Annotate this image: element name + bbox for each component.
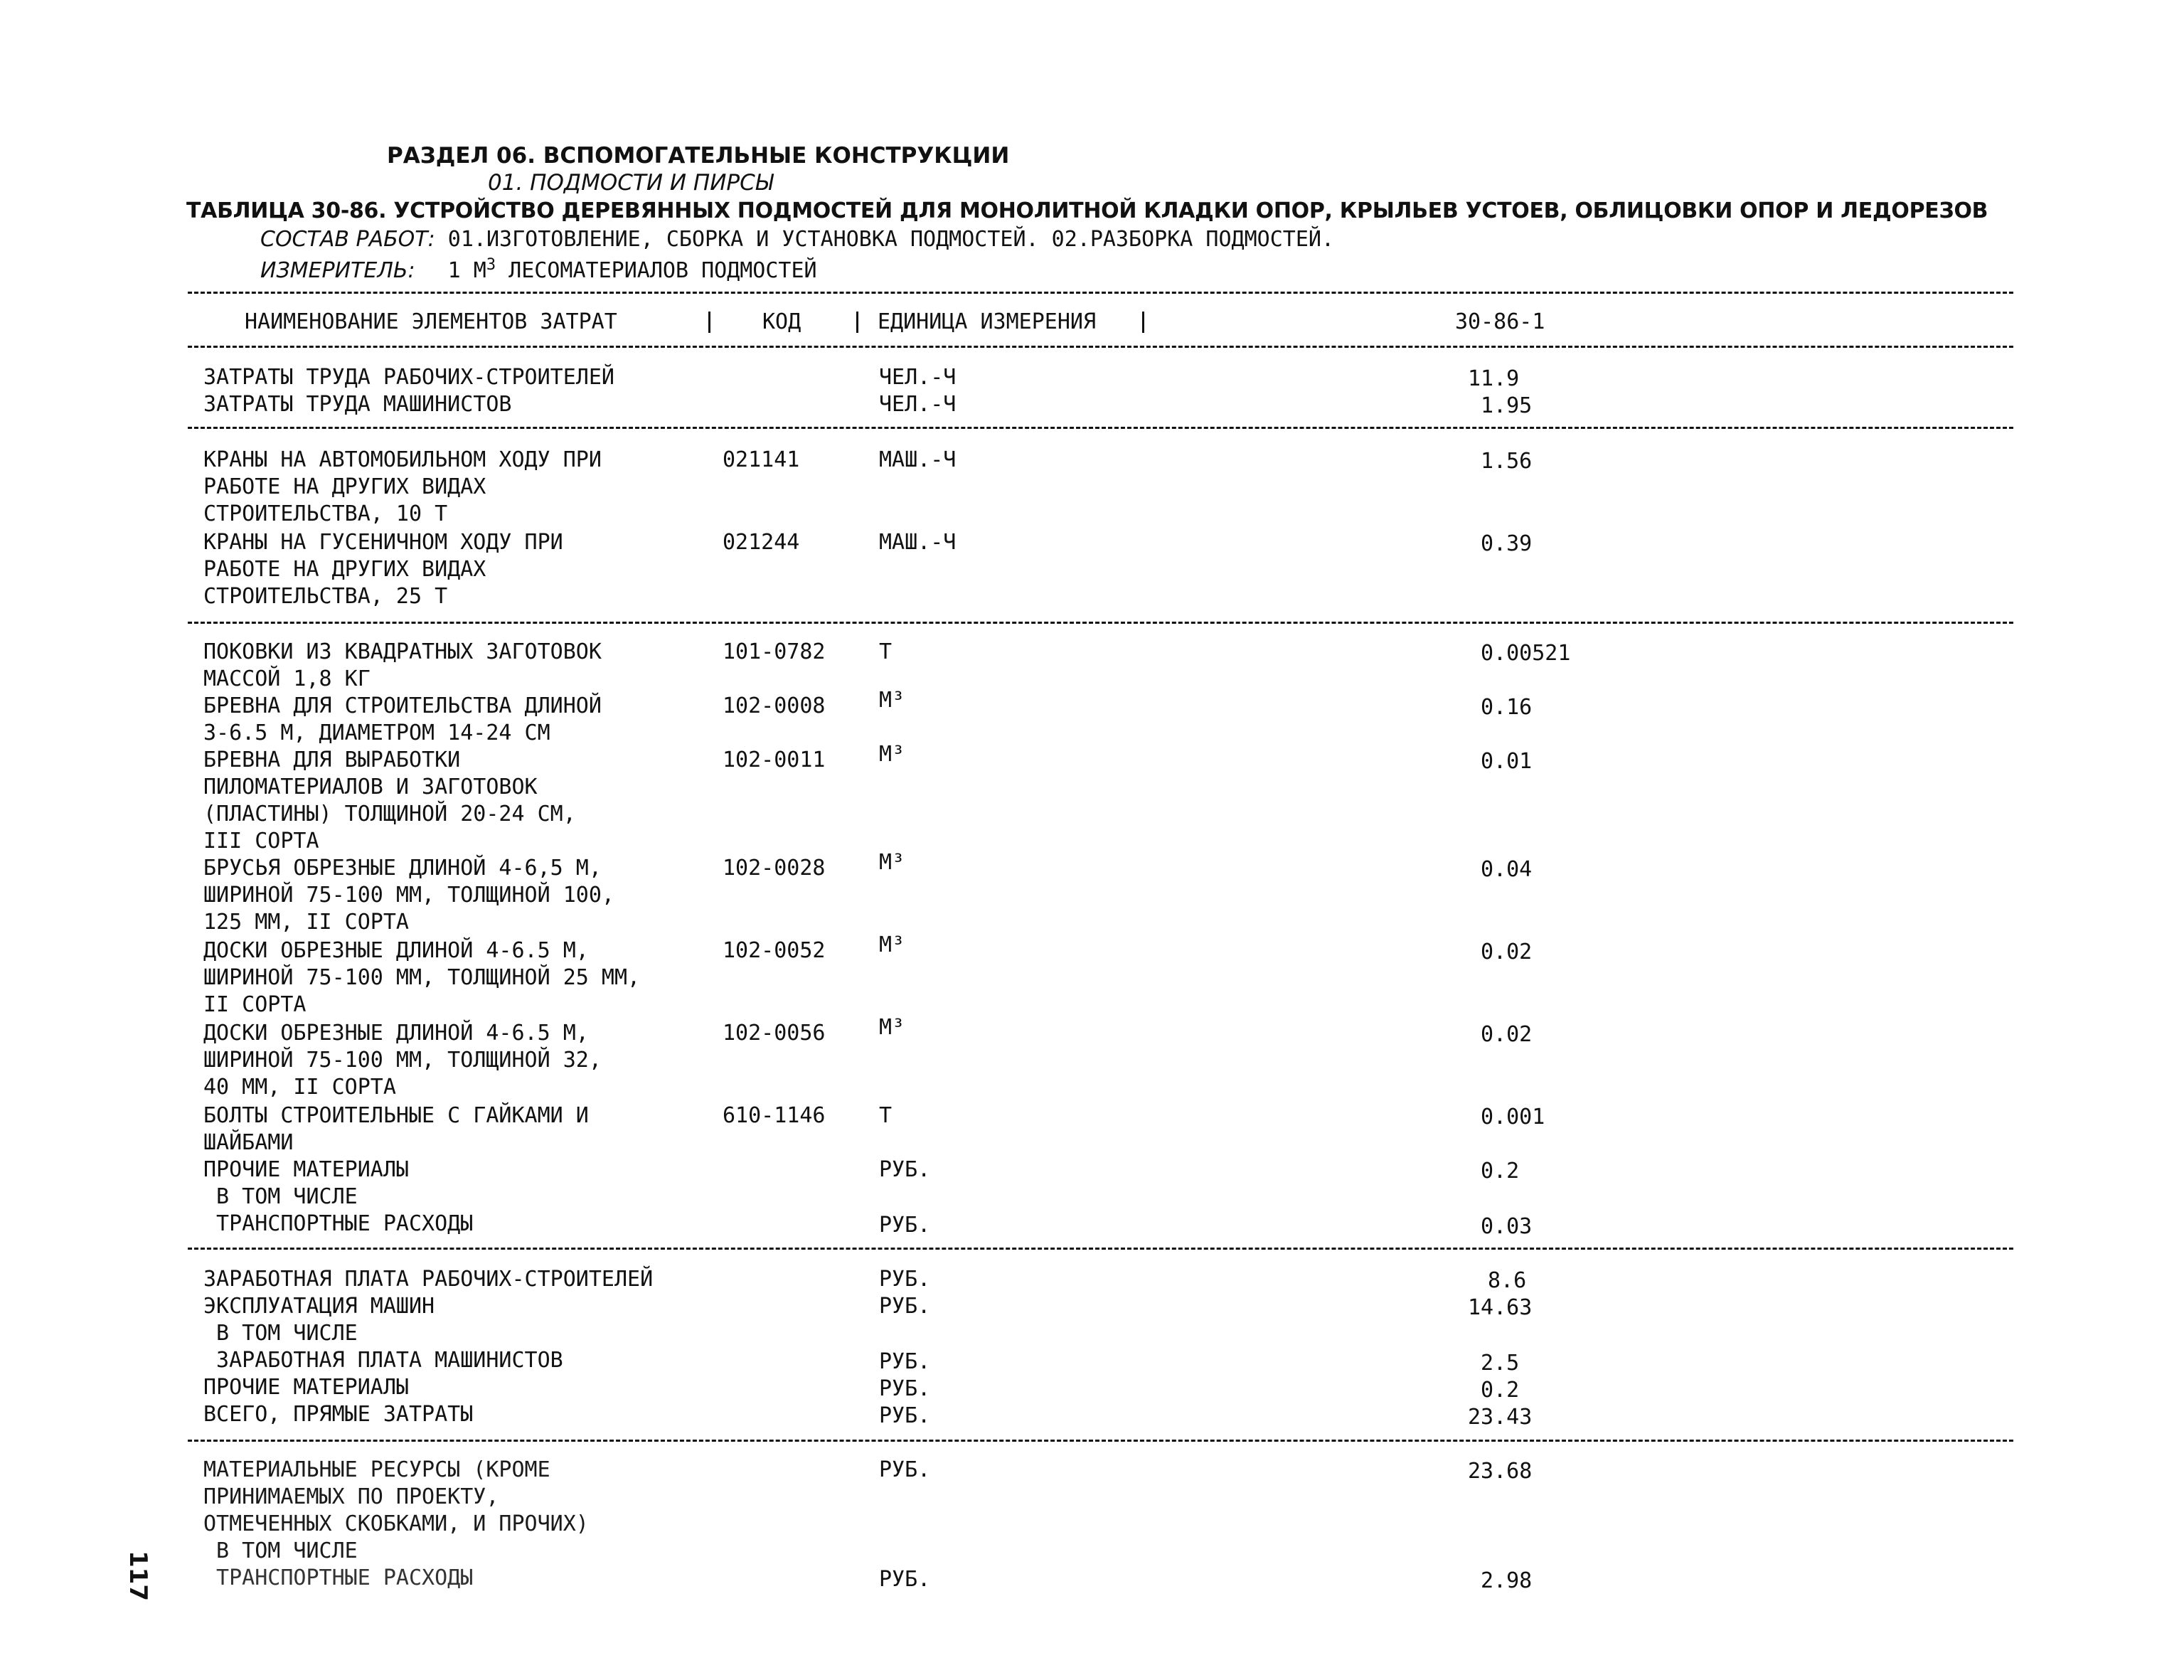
row-code: 021244 [723, 530, 800, 555]
row-name: ЭКСПЛУАТАЦИЯ МАШИН [203, 1294, 435, 1319]
row-unit: РУБ. [879, 1294, 931, 1319]
row-name: ПРОЧИЕ МАТЕРИАЛЫ [203, 1157, 409, 1182]
row-name: ЗАТРАТЫ ТРУДА РАБОЧИХ-СТРОИТЕЛЕЙ [203, 365, 614, 390]
row-code: 021141 [723, 447, 800, 472]
row-name: КРАНЫ НА АВТОМОБИЛЬНОМ ХОДУ ПРИ РАБОТЕ НА ДРУГИХ ВИДАХ СТРОИТЕЛЬСТВА, 10 Т [203, 447, 602, 526]
measurement-label: ИЗМЕРИТЕЛЬ: [260, 258, 415, 283]
column-header-value: 30-86-1 [1455, 309, 1545, 334]
divider-line [188, 1248, 2013, 1250]
measurement-unit [260, 252, 817, 285]
row-code: 610-1146 [723, 1103, 826, 1128]
row-code: 102-0056 [723, 1021, 826, 1046]
divider-line [188, 346, 2013, 348]
row-name: ДОСКИ ОБРЕЗНЫЕ ДЛИНОЙ 4-6.5 М, ШИРИНОЙ 75-100 ММ, ТОЛЩИНОЙ 32, 40 ММ, II СОРТА [203, 1021, 602, 1100]
column-header-code: КОД [762, 309, 801, 334]
row-unit: РУБ. [879, 1403, 931, 1428]
row-name: БРЕВНА ДЛЯ ВЫРАБОТКИ ПИЛОМАТЕРИАЛОВ И ЗАГОТОВОК (ПЛАСТИНЫ) ТОЛЩИНОЙ 20-24 СМ, III СОРТА [203, 748, 576, 854]
row-code: 101-0782 [723, 639, 826, 664]
row-unit: РУБ. [879, 1213, 931, 1238]
row-unit: РУБ. [879, 1376, 931, 1401]
row-unit: ЧЕЛ.-Ч [879, 392, 957, 417]
row-name: В ТОМ ЧИСЛЕ [203, 1184, 358, 1209]
row-code: 102-0011 [723, 748, 826, 772]
row-unit: РУБ. [879, 1267, 931, 1292]
row-name: ЗАРАБОТНАЯ ПЛАТА РАБОЧИХ-СТРОИТЕЛЕЙ [203, 1267, 654, 1292]
row-unit: М³ [879, 1015, 905, 1040]
row-unit: Т [879, 639, 893, 664]
row-unit: РУБ. [879, 1567, 931, 1592]
row-value: 1.56 [1481, 449, 1533, 474]
measurement-pre: 1 М [447, 258, 486, 283]
row-unit: ЧЕЛ.-Ч [879, 365, 957, 390]
row-name: ЗАРАБОТНАЯ ПЛАТА МАШИНИСТОВ [203, 1348, 563, 1373]
row-name: ПРОЧИЕ МАТЕРИАЛЫ [203, 1375, 409, 1400]
column-separator [1142, 312, 1144, 333]
row-name: КРАНЫ НА ГУСЕНИЧНОМ ХОДУ ПРИ РАБОТЕ НА ДРУГИХ ВИДАХ СТРОИТЕЛЬСТВА, 25 Т [203, 530, 563, 609]
row-value: 14.63 [1468, 1295, 1533, 1320]
row-unit: РУБ. [879, 1349, 931, 1374]
row-unit: Т [879, 1103, 893, 1128]
row-unit: М³ [879, 742, 905, 767]
row-value: 0.001 [1481, 1105, 1545, 1129]
row-value: 23.43 [1468, 1405, 1533, 1430]
row-value: 1.95 [1481, 393, 1533, 418]
row-value: 0.01 [1481, 749, 1533, 774]
measurement-post: ЛЕСОМАТЕРИАЛОВ ПОДМОСТЕЙ [496, 258, 817, 283]
row-unit: РУБ. [879, 1457, 931, 1482]
row-value: 0.03 [1481, 1214, 1533, 1239]
work-composition [260, 226, 1334, 253]
measurement-value [448, 258, 817, 283]
subsection-title: 01. ПОДМОСТИ И ПИРСЫ [488, 170, 774, 196]
row-name: БОЛТЫ СТРОИТЕЛЬНЫЕ С ГАЙКАМИ И ШАЙБАМИ [203, 1103, 589, 1155]
row-unit: РУБ. [879, 1157, 931, 1182]
row-name: ВСЕГО, ПРЯМЫЕ ЗАТРАТЫ [203, 1402, 474, 1427]
section-title: РАЗДЕЛ 06. ВСПОМОГАТЕЛЬНЫЕ КОНСТРУКЦИИ [387, 143, 1010, 169]
table-title: ТАБЛИЦА 30-86. УСТРОЙСТВО ДЕРЕВЯННЫХ ПОДМОСТЕЙ ДЛЯ МОНОЛИТНОЙ КЛАДКИ ОПОР, КРЫЛЬЕВ УСТОЕВ, ОБЛИЦОВКИ ОПОР И ЛЕДОРЕЗОВ [186, 198, 1988, 223]
row-value: 0.2 [1481, 1378, 1520, 1403]
row-name: ТРАНСПОРТНЫЕ РАСХОДЫ [203, 1565, 474, 1590]
row-value: 0.39 [1481, 531, 1533, 556]
row-name: ТРАНСПОРТНЫЕ РАСХОДЫ [203, 1211, 474, 1236]
row-unit: МАШ.-Ч [879, 530, 957, 555]
column-separator [708, 312, 710, 333]
row-code: 102-0028 [723, 856, 826, 881]
divider-line [188, 622, 2013, 624]
row-name: БРЕВНА ДЛЯ СТРОИТЕЛЬСТВА ДЛИНОЙ 3-6.5 М, ДИАМЕТРОМ 14-24 СМ [203, 693, 602, 745]
row-value: 0.00521 [1481, 641, 1571, 666]
row-value: 8.6 [1488, 1268, 1527, 1293]
column-header-name: НАИМЕНОВАНИЕ ЭЛЕМЕНТОВ ЗАТРАТ [245, 309, 617, 334]
row-value: 0.04 [1481, 857, 1533, 882]
row-value: 23.68 [1468, 1459, 1533, 1484]
row-name: В ТОМ ЧИСЛЕ [203, 1321, 358, 1346]
row-value: 0.16 [1481, 695, 1533, 720]
row-code: 102-0008 [723, 693, 826, 718]
row-name: ЗАТРАТЫ ТРУДА МАШИНИСТОВ [203, 392, 512, 417]
row-value: 0.02 [1481, 940, 1533, 964]
work-composition-text: 01.ИЗГОТОВЛЕНИЕ, СБОРКА И УСТАНОВКА ПОДМОСТЕЙ. 02.РАЗБОРКА ПОДМОСТЕЙ. [447, 227, 1335, 252]
divider-line [188, 1440, 2013, 1442]
row-name: ПОКОВКИ ИЗ КВАДРАТНЫХ ЗАГОТОВОК МАССОЙ 1,8 КГ [203, 639, 602, 691]
row-name: ДОСКИ ОБРЕЗНЫЕ ДЛИНОЙ 4-6.5 М, ШИРИНОЙ 75-100 ММ, ТОЛЩИНОЙ 25 ММ, II СОРТА [203, 938, 641, 1017]
work-composition-label: СОСТАВ РАБОТ: [260, 227, 435, 252]
page-number: 117 [124, 1551, 152, 1601]
row-name: МАТЕРИАЛЬНЫЕ РЕСУРСЫ (КРОМЕ ПРИНИМАЕМЫХ ПО ПРОЕКТУ, ОТМЕЧЕННЫХ СКОБКАМИ, И ПРОЧИХ) В ТОМ ЧИСЛЕ [203, 1457, 589, 1563]
row-value: 0.2 [1481, 1159, 1520, 1184]
row-value: 11.9 [1468, 366, 1520, 391]
row-name: БРУСЬЯ ОБРЕЗНЫЕ ДЛИНОЙ 4-6,5 М, ШИРИНОЙ 75-100 ММ, ТОЛЩИНОЙ 100, 125 ММ, II СОРТА [203, 856, 614, 935]
column-header-unit: ЕДИНИЦА ИЗМЕРЕНИЯ [878, 309, 1097, 334]
measurement-sup: 3 [486, 256, 496, 274]
row-value: 2.98 [1481, 1568, 1533, 1593]
row-unit: М³ [879, 850, 905, 875]
divider-line [188, 292, 2013, 294]
row-value: 2.5 [1481, 1351, 1520, 1376]
row-unit: М³ [879, 932, 905, 957]
column-separator [856, 312, 858, 333]
row-unit: М³ [879, 688, 905, 713]
row-code: 102-0052 [723, 938, 826, 963]
row-value: 0.02 [1481, 1022, 1533, 1047]
row-unit: МАШ.-Ч [879, 447, 957, 472]
divider-line [188, 427, 2013, 429]
